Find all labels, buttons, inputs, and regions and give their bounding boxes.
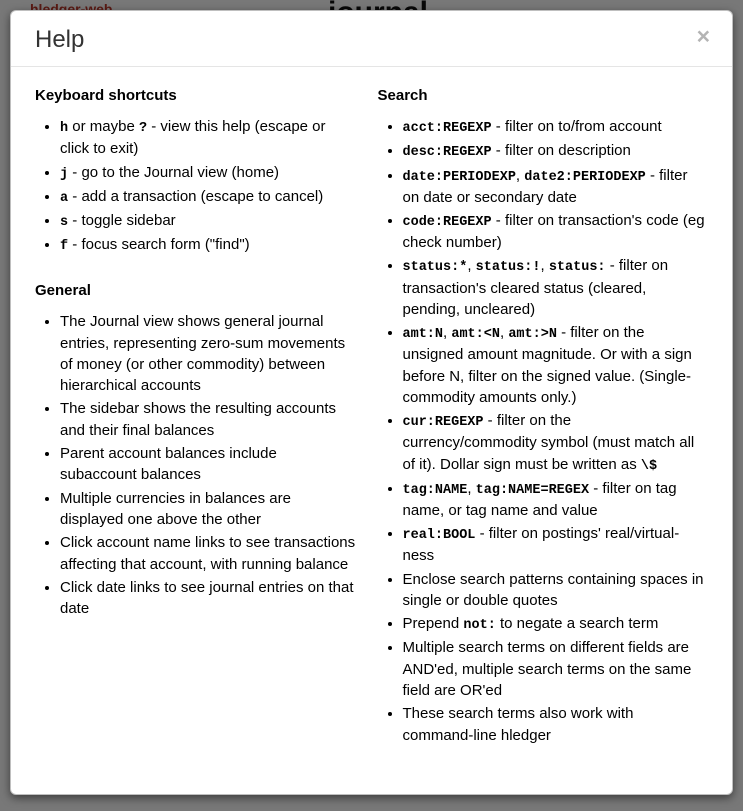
code-term: \$ [640,458,658,474]
code-term: amt:>N [508,327,557,343]
code-term: status:* [402,260,468,276]
help-list-item: • desc:REGEXP - filter on description [403,140,709,162]
help-modal [10,10,733,795]
help-list-item: • real:BOOL - filter on postings' real/virtual-ness [403,523,709,566]
code-term: acct:REGEXP [402,121,492,137]
section-heading: Search [377,87,428,105]
close-icon[interactable]: × [693,23,714,50]
code-term: status: [548,260,606,276]
help-list-item: • tag:NAME, tag:NAME=REGEX - filter on tag name, or tag name and value [403,478,709,521]
code-term: a [60,190,69,206]
help-list-item: • f - focus search form ("find") [60,234,358,256]
help-list-item: • j - go to the Journal view (home) [60,162,358,184]
code-term: s [60,214,69,230]
code-term: date:PERIODEXP [402,169,516,185]
code-term: status:! [475,260,541,276]
code-term: h [60,121,69,137]
help-list-item: • The sidebar shows the resulting accounts and their final balances [60,398,358,441]
help-list-item: • status:*, status:!, status: - filter on transaction's cleared status (cleared, pending, uncleared) [403,255,709,320]
code-term: j [60,166,69,182]
help-list-item: • These search terms also work with command-line hledger [403,703,709,746]
code-term: date2:PERIODEXP [524,169,646,185]
help-list-item: • Enclose search patterns containing spaces in single or double quotes [403,569,709,612]
section-heading: Keyboard shortcuts [35,87,177,105]
code-term: real:BOOL [402,528,476,544]
help-list-item: • h or maybe ? - view this help (escape or click to exit) [60,116,358,159]
code-term: amt:<N [451,327,500,343]
code-term: tag:NAME=REGEX [475,482,590,498]
help-list-item: • a - add a transaction (escape to cancel) [60,186,358,208]
help-list-item: • acct:REGEXP - filter on to/from account [403,116,709,138]
help-list-item: • cur:REGEXP - filter on the currency/commodity symbol (must match all of it). Dollar sign must be written as \$ [403,410,709,476]
help-list-item: • Multiple search terms on different fields are AND'ed, multiple search terms on the same field are OR'ed [403,637,709,701]
modal-header [11,11,732,67]
help-list-item: • date:PERIODEXP, date2:PERIODEXP - filter on date or secondary date [403,165,709,208]
code-term: ? [138,121,148,137]
code-term: amt:N [402,327,444,343]
code-term: cur:REGEXP [402,415,484,431]
help-list-item: • Parent account balances include subaccount balances [60,443,358,486]
help-list-item: • Click date links to see journal entries on that date [60,577,358,620]
help-column-left [35,79,372,756]
help-list-item: • Click account name links to see transactions affecting that account, with running balance [60,532,358,575]
code-term: code:REGEXP [402,214,492,230]
help-column-right [372,79,709,756]
help-list [378,116,709,746]
help-list-item: • s - toggle sidebar [60,210,358,232]
code-term: tag:NAME [402,482,468,498]
help-list-item: • The Journal view shows general journal entries, representing zero-sum movements of money (or other commodity) between hierarchical accounts [60,311,358,396]
help-list-item: • Prepend not: to negate a search term [403,613,709,635]
help-list-item: • Multiple currencies in balances are displayed one above the other [60,488,358,531]
code-term: f [60,239,69,255]
modal-body [11,67,732,776]
help-list-item: • code:REGEXP - filter on transaction's code (eg check number) [403,210,709,253]
help-list-item: • amt:N, amt:<N, amt:>N - filter on the unsigned amount magnitude. Or with a sign before N, filter on the signed value. (Single-commodity amounts only.) [403,322,709,408]
modal-title: Help [35,26,85,53]
code-term: not: [463,618,496,634]
section-heading: General [35,282,91,300]
help-list [35,311,358,619]
help-list [35,116,358,256]
code-term: desc:REGEXP [402,145,492,161]
